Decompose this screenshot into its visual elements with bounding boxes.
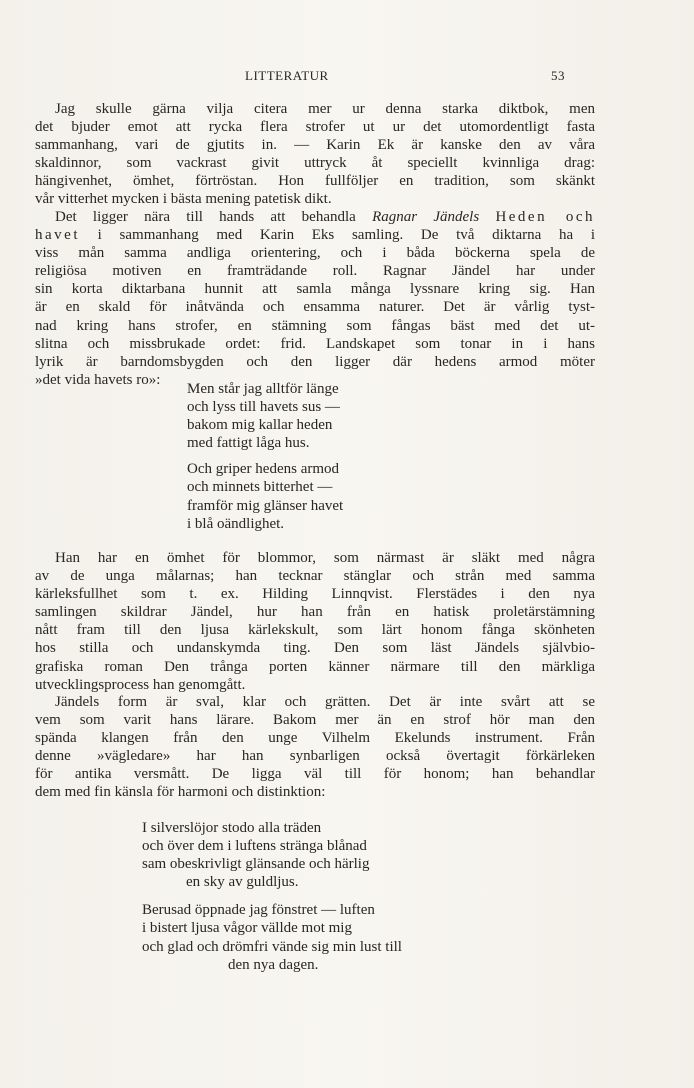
text-line: för antika versmått. De ligga väl till för honom; han behandlar — [35, 766, 595, 783]
verse-line: framför mig glänser havet — [187, 497, 344, 514]
text-line: nått fram till den ljusa kärlekskult, som lärt honom fånga skönheten — [35, 622, 595, 639]
verse-line: och glad och drömfri vände sig min lust till — [142, 938, 402, 955]
text-line — [35, 208, 595, 226]
stanza — [142, 901, 402, 973]
text-line: kärleksfullhet som t. ex. Hilding Linnqvist. Flerstädes i den nya — [35, 586, 595, 603]
page-number: 53 — [551, 68, 565, 83]
text-line — [35, 226, 595, 244]
poem-quote-1 — [187, 380, 343, 541]
paragraph-2 — [35, 208, 595, 389]
verse-line: i bistert ljusa vågor vällde mot mig — [142, 920, 352, 937]
text-line: Jändels form är sval, klar och grätten. Det är inte svårt att se — [55, 694, 595, 710]
text-line: sin korta diktarbana hunnit att samla många lyssnare kring sig. Han — [35, 281, 595, 298]
text-line: sammanhang, vari de gjutits in. — Karin Ek är kanske den av våra — [35, 137, 595, 154]
text-line: spända klangen från den unge Vilhelm Ekelunds instrument. Från — [35, 730, 595, 747]
text-line: det bjuder emot att rycka flera strofer ut ur det utomordentligt fasta — [35, 119, 595, 136]
text-line: hos stilla och undanskymda ting. Den som läst Jändels självbio- — [35, 640, 595, 657]
verse-line: sam obeskrivligt glänsande och härlig — [142, 856, 370, 873]
text-line: Han har en ömhet för blommor, som närmast är släkt med några — [55, 550, 595, 566]
verse-line: och över dem i luftens stränga blånad — [142, 838, 367, 855]
text-line: är en skald för inåtvända och ensamma naturer. Det är vårlig tyst- — [35, 299, 595, 316]
text-line: samlingen skildrar Jändel, hur han från en hatisk proletärstämning — [35, 604, 595, 621]
text-line: lyrik är barndomsbygden och den ligger där hedens armod möter — [35, 353, 595, 370]
verse-line: och lyss till havets sus — — [187, 399, 340, 416]
stanza — [142, 819, 402, 891]
paragraph-3 — [35, 549, 595, 694]
verse-line: den nya dagen. — [228, 956, 319, 973]
book-title: havet — [35, 227, 80, 244]
text-line: hängivenhet, ömhet, förtröstan. Hon fullföljer en tradition, som skänkt — [35, 173, 595, 190]
stanza — [187, 380, 343, 452]
paragraph-4 — [35, 693, 595, 802]
text-line: grafiska roman Den trånga porten känner närmare till den märkliga — [35, 658, 595, 675]
text-line: Jag skulle gärna vilja citera mer ur denna starka diktbok, men — [55, 101, 595, 117]
paragraph-1 — [35, 100, 595, 209]
verse-line: i blå oändlighet. — [187, 515, 285, 532]
text-line: vem som varit hans lärare. Bakom mer än en strof hör man den — [35, 712, 595, 729]
text-span: Det ligger nära till hands att behandla — [55, 209, 373, 225]
verse-line: Och griper hedens armod — [187, 461, 340, 478]
poem-quote-2 — [142, 819, 402, 982]
verse-line: en sky av guldljus. — [186, 874, 299, 891]
text-line: »det vida havets ro»: — [35, 371, 161, 388]
text-line: skaldinnor, som vackrast givit uttryck åt speciellt kvinnliga drag: — [35, 155, 595, 172]
verse-line: I silverslöjor stodo alla träden — [142, 820, 322, 836]
verse-line: och minnets bitterhet — — [187, 479, 333, 496]
author-name: Ragnar Jändels — [372, 209, 480, 225]
text-line: dem med fin känsla för harmoni och distinktion: — [35, 784, 326, 801]
verse-line: med fattigt låga hus. — [187, 435, 310, 452]
text-line: slitna och missbrukade ordet: frid. Landskapet som tonar in i hans — [35, 335, 595, 352]
text-line: denne »vägledare» har han synbarligen också övertagit förkärleken — [35, 748, 595, 765]
text-line: viss mån samma andliga orientering, och i båda böckerna spela de — [35, 245, 595, 262]
stanza — [187, 460, 343, 532]
text-line: religiösa motiven en framträdande roll. Ragnar Jändel har under — [35, 263, 595, 280]
text-line: vår vitterhet mycken i bästa mening patetisk dikt. — [35, 191, 332, 208]
verse-line: Berusad öppnade jag fönstret — luften — [142, 902, 375, 919]
text-line: av de unga målarnas; han tecknar stänglar och strån med samma — [35, 568, 595, 585]
text-line: nad kring hans strofer, en stämning som fångas bäst med det ut- — [35, 317, 595, 334]
running-header: LITTERATUR — [245, 68, 329, 83]
book-title: Heden och — [495, 209, 596, 225]
text-span: i sammanhang med Karin Eks samling. De två diktarna ha i — [79, 227, 595, 244]
text-line: utvecklingsprocess han genomgått. — [35, 676, 246, 693]
verse-line: bakom mig kallar heden — [187, 417, 333, 434]
verse-line: Men står jag alltför länge — [187, 381, 339, 397]
